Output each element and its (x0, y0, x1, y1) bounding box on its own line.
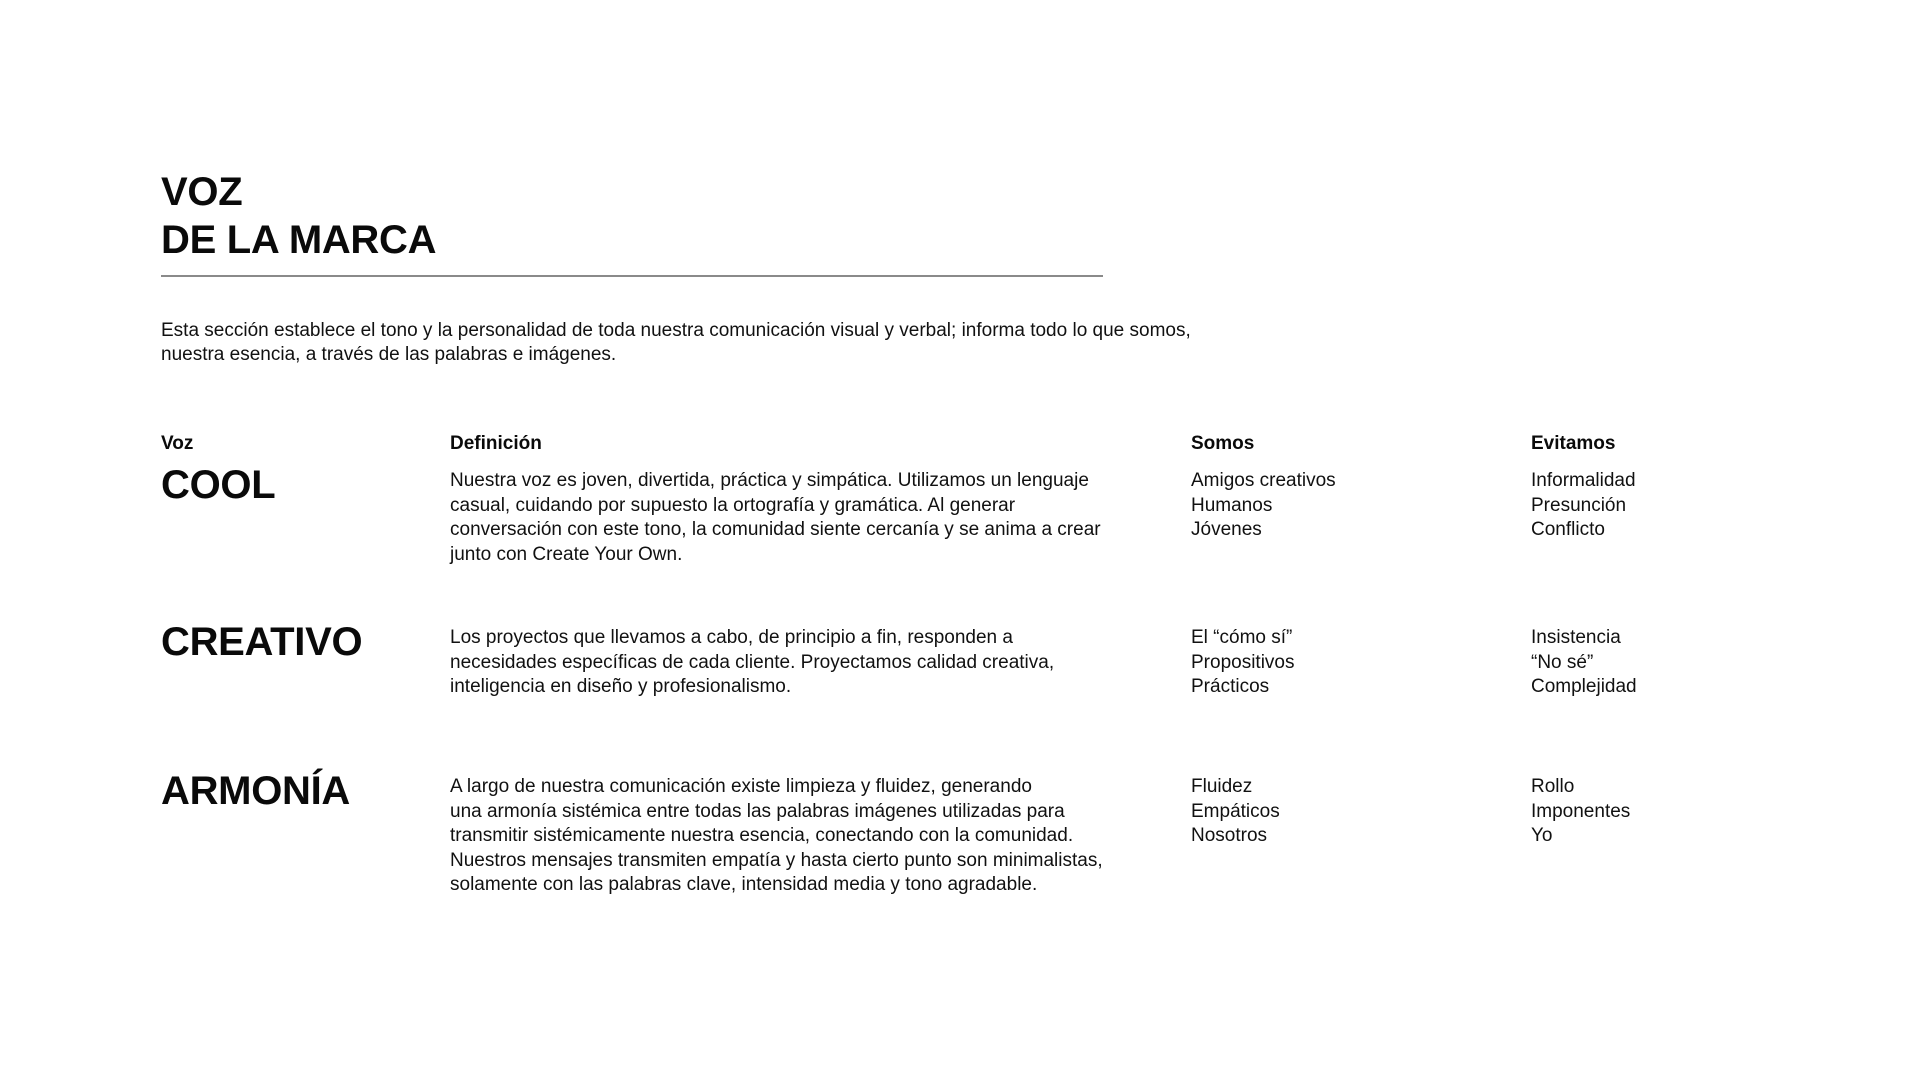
brand-voice-page (161, 168, 1811, 895)
somos-list (1191, 775, 1280, 849)
evitamos-item: Insistencia (1531, 627, 1621, 648)
evitamos-list (1531, 626, 1637, 700)
definition-line: inteligencia en diseño y profesionalismo. (450, 676, 792, 697)
definition-line: casual, cuidando por supuesto la ortografía y gramática. Al generar (450, 494, 1016, 516)
somos-list (1191, 626, 1295, 700)
intro-line-1: Esta sección establece el tono y la personalidad de toda nuestra comunicación visual y verbal; informa todo lo que somos, (161, 320, 1191, 341)
page-title-line-2: DE LA MARCA (161, 218, 437, 262)
somos-item: Amigos creativos (1191, 470, 1336, 491)
voice-name: COOL (161, 463, 276, 507)
evitamos-item: Complejidad (1531, 676, 1637, 697)
voice-definition (450, 469, 1170, 567)
page-title-line-1: VOZ (161, 170, 243, 214)
intro-paragraph (161, 319, 1361, 367)
voice-name: ARMONÍA (161, 769, 350, 813)
voice-definition (450, 775, 1170, 898)
definition-line: junto con Create Your Own. (450, 543, 683, 565)
somos-item: Humanos (1191, 494, 1273, 516)
somos-item: Propositivos (1191, 651, 1295, 673)
definition-line: necesidades específicas de cada cliente. Proyectamos calidad creativa, (450, 651, 1055, 673)
evitamos-item: “No sé” (1531, 651, 1594, 673)
evitamos-item: Presunción (1531, 494, 1627, 516)
definition-line: A largo de nuestra comunicación existe limpieza y fluidez, generando (450, 776, 1032, 797)
somos-item: Jóvenes (1191, 519, 1262, 540)
evitamos-item: Imponentes (1531, 800, 1631, 822)
header-voz: Voz (161, 433, 194, 454)
evitamos-item: Rollo (1531, 776, 1575, 797)
somos-item: Empáticos (1191, 800, 1280, 822)
header-definicion: Definición (450, 433, 542, 454)
definition-line: una armonía sistémica entre todas las palabras imágenes utilizadas para (450, 800, 1065, 822)
somos-item: Nosotros (1191, 825, 1268, 846)
voice-name: CREATIVO (161, 620, 363, 664)
definition-line: Los proyectos que llevamos a cabo, de principio a fin, responden a (450, 627, 1013, 648)
evitamos-item: Informalidad (1531, 470, 1636, 491)
evitamos-list (1531, 775, 1630, 849)
definition-line: conversación con este tono, la comunidad siente cercanía y se anima a crear (450, 519, 1101, 540)
evitamos-list (1531, 469, 1636, 543)
title-divider (161, 275, 1103, 277)
header-somos: Somos (1191, 433, 1255, 454)
voice-definition (450, 626, 1170, 700)
somos-item: Fluidez (1191, 776, 1253, 797)
evitamos-item: Yo (1531, 825, 1553, 846)
header-evitamos: Evitamos (1531, 433, 1616, 454)
somos-list (1191, 469, 1336, 543)
definition-line: solamente con las palabras clave, intensidad media y tono agradable. (450, 874, 1038, 895)
definition-line: Nuestros mensajes transmiten empatía y hasta cierto punto son minimalistas, (450, 849, 1103, 871)
definition-line: Nuestra voz es joven, divertida, práctica y simpática. Utilizamos un lenguaje (450, 470, 1089, 491)
intro-line-2: nuestra esencia, a través de las palabras e imágenes. (161, 344, 617, 365)
page-title (161, 168, 1811, 264)
definition-line: transmitir sistémicamente nuestra esencia, conectando con la comunidad. (450, 825, 1074, 846)
somos-item: El “cómo sí” (1191, 627, 1293, 648)
evitamos-item: Conflicto (1531, 519, 1605, 540)
somos-item: Prácticos (1191, 676, 1270, 697)
